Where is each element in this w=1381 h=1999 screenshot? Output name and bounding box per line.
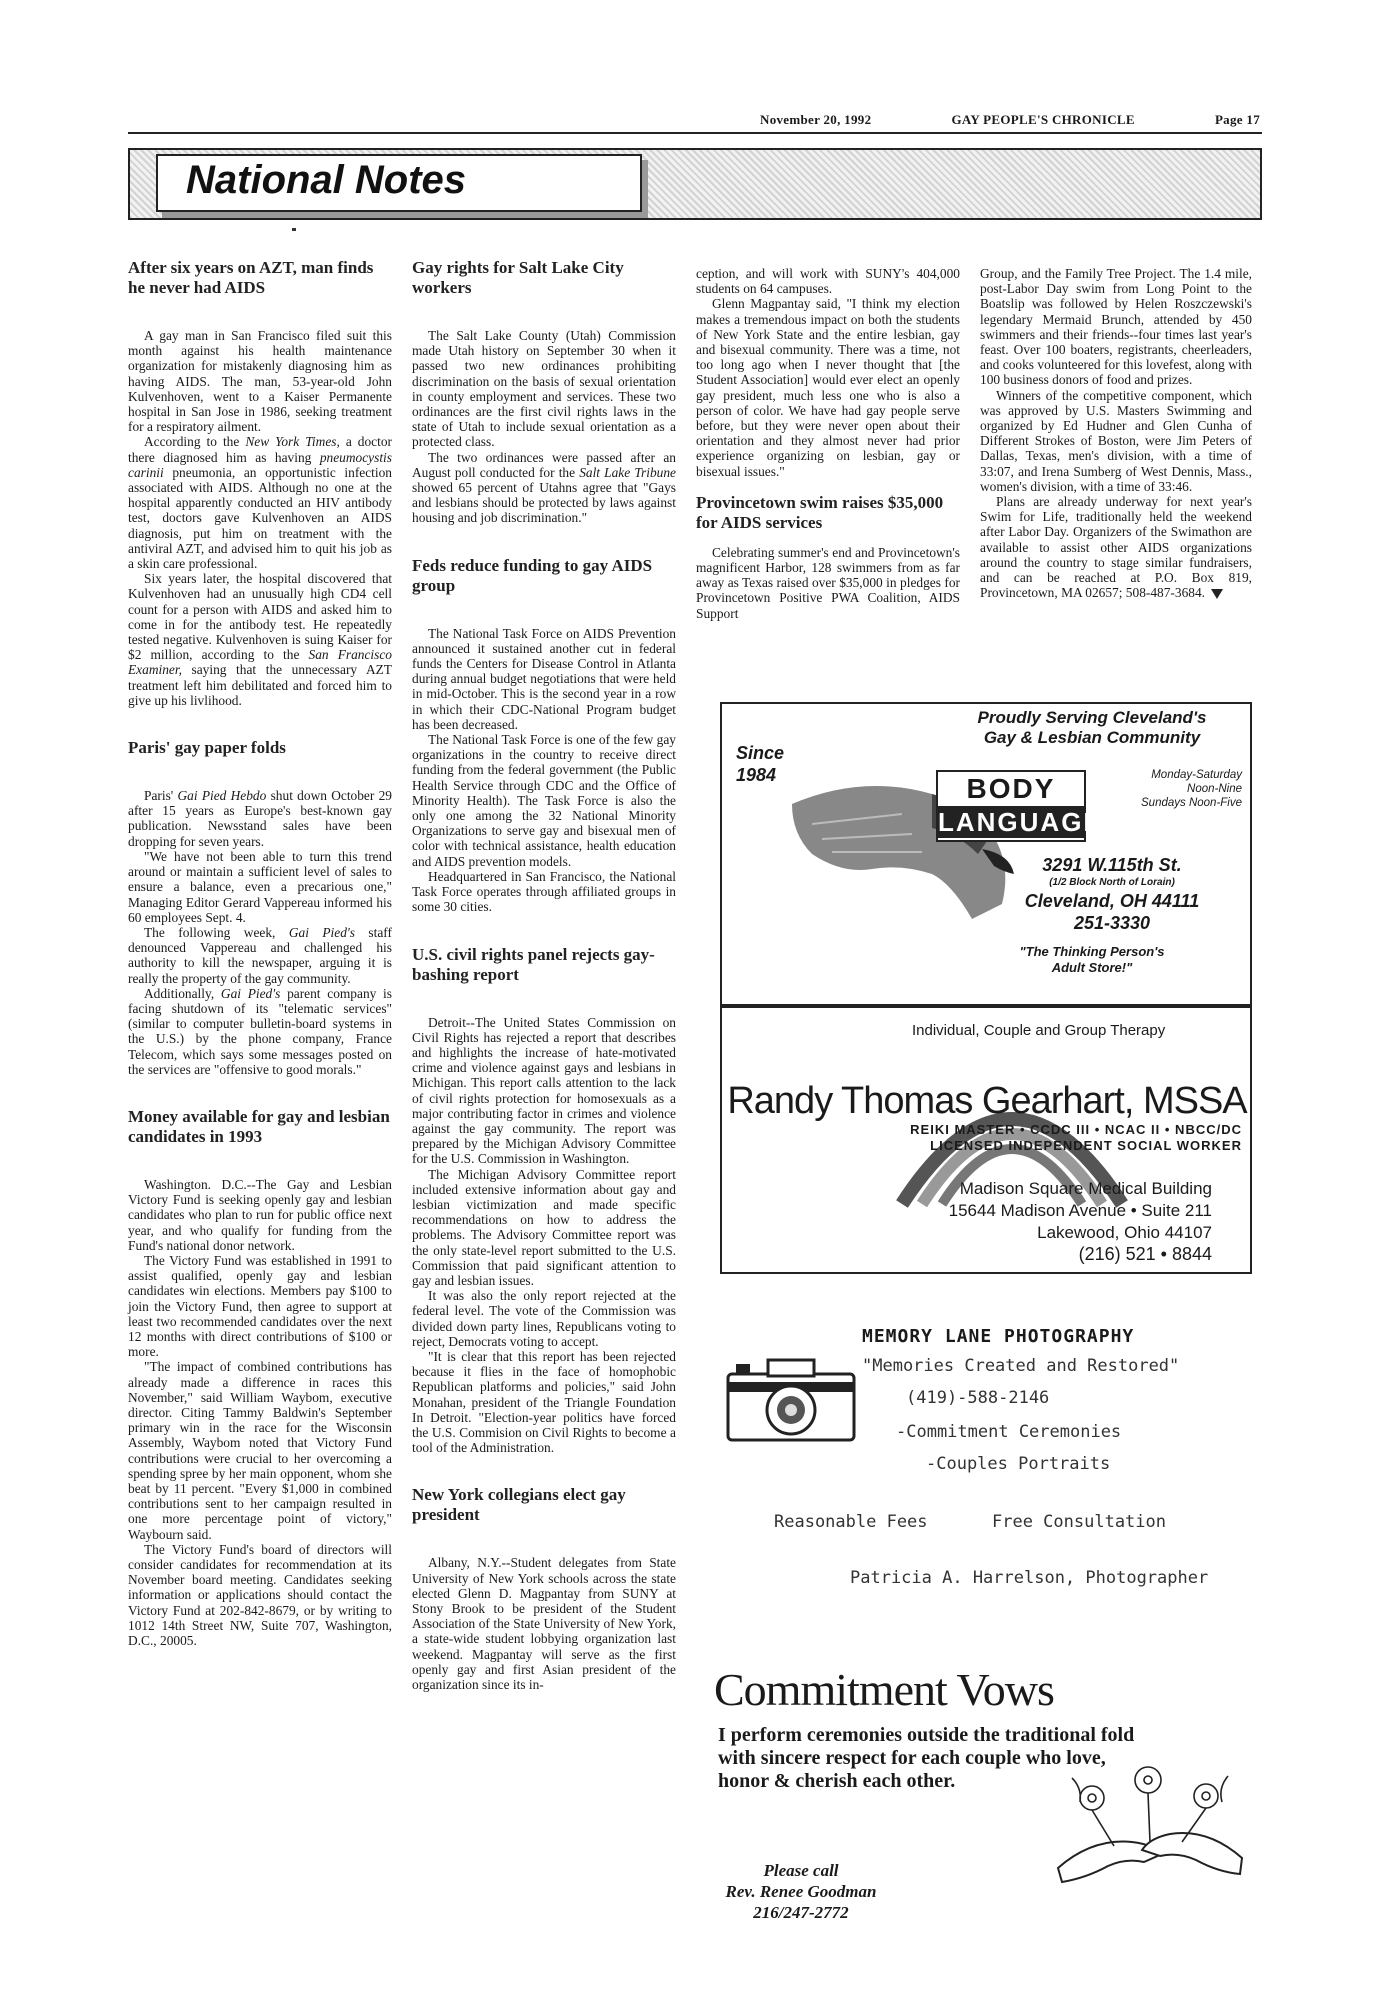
paragraph: The Victory Fund was established in 1991 to assist qualified, openly gay and lesbian candidates win elections. Members pay $100 to join the Victory Fund, then agree to support at least two recommended candidates over the next 12 months with direct contributions of $100 or more. bbox=[128, 1252, 392, 1360]
photo-signature: Patricia A. Harrelson, Photographer bbox=[850, 1568, 1209, 1588]
paragraph: The National Task Force is one of the few gay organizations in the country to receive direct funding from the federal government (the Public Health Service through CDC and the Office of Minority Health). The Task Force is also the only one among the 32 National Minority Organizations to serve gay and bisexual men of color with technical assistance, health education and AIDS prevention models. bbox=[412, 732, 676, 869]
headline-paris: Paris' gay paper folds bbox=[128, 738, 286, 758]
headline-civil-rights: U.S. civil rights panel rejects gay-bashing report bbox=[412, 944, 655, 984]
section-banner bbox=[128, 148, 1262, 220]
paragraph: It was also the only report rejected at the federal level. The vote of the Commission was divided down party lines, Republicans voting to reject, Democrats voting to accept. bbox=[412, 1288, 676, 1349]
ad-since: Since 1984 bbox=[736, 743, 785, 785]
paragraph: ception, and will work with SUNY's 404,000 students on 64 campuses. bbox=[696, 266, 960, 297]
paragraph: Glenn Magpantay said, "I think my election makes a tremendous impact on both the students of New York State and the entire lesbian, gay and bisexual community. There was a time, not too long ago when I never thought that [the Student Association] would ever elect an openly gay president, much less one who is also a person of color. We have had gay people serve before, but they were never open about their orientation and they almost never had prior experience organizing on lesbian, gay or bisexual issues." bbox=[696, 296, 960, 479]
paragraph: The Salt Lake County (Utah) Commission made Utah history on September 30 when it passed two new ordinances prohibiting discrimination on the basis of sexual orientation in county employment and services. These two ordinances are the first civil rights laws in the state of Utah to include sexual orientation as a protected class. bbox=[412, 328, 676, 450]
paragraph: The two ordinances were passed after an August poll conducted for the Salt Lake Tribune showed 65 percent of Utahns agree that "Gays and lesbians should be protected by laws against housing and job discrimination." bbox=[412, 449, 676, 526]
photo-consultation: Free Consultation bbox=[992, 1512, 1166, 1532]
therapy-services: Individual, Couple and Group Therapy bbox=[912, 1022, 1166, 1039]
body-language-logo: BODY LANGUAGE bbox=[936, 770, 1086, 842]
ad-body-language bbox=[720, 702, 1252, 1006]
ad-tagline: Proudly Serving Cleveland's Gay & Lesbian Community bbox=[977, 708, 1207, 747]
paragraph: Winners of the competitive component, which was approved by U.S. Masters Swimming and organized by Ed Hudner and Glen Cunha of Different Strokes of Boston, were Jim Peters of Dallas, Texas, men's division, with a time of 33:07, and Irena Sumberg of West Dennis, Mass., women's division, with a time of 33:46. bbox=[980, 387, 1252, 494]
paragraph: Washington. D.C.--The Gay and Lesbian Victory Fund is seeking openly gay and lesbian candidates who plan to run for public office next year, and who qualify for funding from the Fund's national donor network. bbox=[128, 1176, 392, 1253]
paragraph: According to the New York Times, a doctor there diagnosed him as having pneumocystis carinii pneumonia, an opportunistic infection associated with AIDS. Although no one at the hospital apparently conducted an HIV antibody test, doctors gave Kulvenhoven an AIDS diagnosis, put him on treatment with the antiviral AZT, and advised him to quit his job as a skin care professional. bbox=[128, 434, 392, 572]
paragraph: The Victory Fund's board of directors will consider candidates for recommendation at its November board meeting. Candidates seeking information or applications should contact the Victory Fund at 202-842-8679, or by writing to 1012 14th Street NW, Suite 707, Washington, D.C., 20005. bbox=[128, 1541, 392, 1649]
photo-line: "Memories Created and Restored" bbox=[862, 1356, 1180, 1376]
paragraph: Headquartered in San Francisco, the National Task Force operates through affiliated groups in some 30 cities. bbox=[412, 868, 676, 915]
banner-tick bbox=[292, 228, 296, 231]
paragraph: Additionally, Gai Pied's parent company is facing shutdown of its "telematic services" (similar to computer bulletin-board systems in the U.S.) by the phone company, France Telecom, which says some messages posted on the services are "offensive to good morals." bbox=[128, 985, 392, 1077]
headline-azt: After six years on AZT, man finds he never had AIDS bbox=[128, 258, 374, 297]
ad-slogan: "The Thinking Person's Adult Store!" bbox=[1019, 944, 1165, 975]
paragraph: Detroit--The United States Commission on Civil Rights has rejected a report that describes and highlights the increase of hate-motivated crime and violence against gays and lesbians in Michigan. This report calls attention to the lack of civil rights protection for homosexuals as a major contributing factor in crimes and violence against the gay community. The report was prepared by the Michigan Advisory Committee for the U.S. Commission in Washington. bbox=[412, 1014, 676, 1167]
therapist-credentials: REIKI MASTER • CCDC III • NCAC II • NBCC/DC LICENSED INDEPENDENT SOCIAL WORKER bbox=[910, 1122, 1242, 1153]
ad-address: 3291 W.115th St. (1/2 Block North of Lorain) Cleveland, OH 44111 251-3330 bbox=[1024, 855, 1200, 933]
section-title: National Notes bbox=[186, 158, 467, 202]
paragraph: "The impact of combined contributions has already made a difference in races this November," said William Waybom, executive director. Citing Tammy Baldwin's September primary win in the race for the Wisconsin Assembly, Waybom noted that Victory Fund contributions were crucial to her overcoming a spending spree by her main opponent, whom she beat by 11 percent. "Every $1,000 in combined contributions sent to her campaign resulted in one more percentage point of victory," Waybourn said. bbox=[128, 1359, 392, 1542]
paragraph: Paris' Gai Pied Hebdo shut down October 29 after 15 years as Europe's best-known gay publication. Newsstand sales have been dropping for seven years. bbox=[128, 788, 392, 849]
paragraph: The Michigan Advisory Committee report included extensive information about gay and lesbian victimization and made specific recommendations on how to address the problems. The Advisory Committee report was the only state-level report submitted to the U.S. Commission that paid significant attention to gay and lesbian issues. bbox=[412, 1166, 676, 1288]
section-title-box bbox=[156, 154, 642, 212]
column-3 bbox=[696, 266, 960, 621]
headline-victory-fund: Money available for gay and lesbian candidates in 1993 bbox=[128, 1106, 390, 1146]
issue-date: November 20, 1992 bbox=[760, 112, 872, 127]
ad-photography bbox=[706, 1322, 1262, 1662]
headline-provincetown: Provincetown swim raises $35,000 for AIDS services bbox=[696, 492, 944, 532]
paragraph: A gay man in San Francisco filed suit this month against his health maintenance organization for mistakenly diagnosing him as having AIDS. The man, 53-year-old John Kulvenhoven, went to a Kaiser Permanente hospital in San Jose in 1986, seeking treatment for a respiratory ailment. bbox=[128, 328, 392, 435]
end-mark-icon bbox=[1211, 589, 1223, 599]
photo-line: -Couples Portraits bbox=[926, 1454, 1111, 1474]
paragraph: "It is clear that this report has been rejected because it flies in the face of homophobic Republican platforms and policies," said John Monahan, president of the Triangle Foundation In Detroit. "Election-year politics have forced the U.S. Commision on Civil Rights to become a tool of the Administration. bbox=[412, 1348, 676, 1456]
column-1 bbox=[128, 258, 392, 1648]
headline-salt-lake: Gay rights for Salt Lake City workers bbox=[412, 258, 624, 297]
vows-title: Commitment Vows bbox=[714, 1664, 1054, 1715]
running-head bbox=[760, 112, 1260, 128]
photo-phone: (419)-588-2146 bbox=[906, 1388, 1050, 1408]
photo-line: -Commitment Ceremonies bbox=[896, 1422, 1122, 1442]
paragraph: Group, and the Family Tree Project. The 1.4 mile, post-Labor Day swim from Long Point to the Boatslip was followed by Helen Roszczewski's legendary Mermaid Brunch, attended by 450 swimmers and their friends--four times last year's feast. Over 100 boaters, registrants, cheerleaders, and cooks volunteered for this lovefest, along with 100 business donors of food and prizes. bbox=[980, 266, 1252, 388]
therapist-name: Randy Thomas Gearhart, MSSA bbox=[727, 1080, 1247, 1122]
page-number: Page 17 bbox=[1214, 112, 1260, 127]
photo-fees: Reasonable Fees bbox=[774, 1512, 928, 1532]
ad-hours: Monday-Saturday Noon-Nine Sundays Noon-Five bbox=[1141, 769, 1242, 809]
therapy-phone: (216) 521 • 8844 bbox=[1078, 1244, 1212, 1264]
publication-name: GAY PEOPLE'S CHRONICLE bbox=[951, 112, 1135, 127]
ad-commitment-vows bbox=[706, 1664, 1262, 1954]
paragraph: Six years later, the hospital discovered that Kulvenhoven had an unusually high CD4 cell count for a person with AIDS and asked him to come in for the antibody test. He repeatedly tested negative. Kulvenhoven is suing Kaiser for $2 million, according to the San Francisco Examiner, saying that the unnecessary AZT treatment left him debilitated and forced him to give up his livlihood. bbox=[128, 571, 392, 708]
vows-contact: Please call Rev. Renee Goodman 216/247-2772 bbox=[725, 1861, 877, 1922]
therapy-address: Madison Square Medical Building 15644 Madison Avenue • Suite 211 Lakewood, Ohio 44107 bbox=[948, 1179, 1212, 1242]
ad-therapy bbox=[720, 1006, 1252, 1274]
vows-body: I perform ceremonies outside the traditional fold with sincere respect for each couple who love, honor & cherish each other. bbox=[718, 1724, 1135, 1792]
column-2 bbox=[412, 258, 676, 1692]
paragraph: "We have not been able to turn this trend around or maintain a sufficient level of sales to ensure a balance, even a precarious one," Managing Editor Gerard Vappereau informed his 60 employees Sept. 4. bbox=[128, 848, 392, 925]
paragraph: Albany, N.Y.--Student delegates from State University of New York schools across the state elected Glenn D. Magpantay from SUNY at Stony Brook to be president of the Student Association of the State University of New York, a state-wide student lobbying organization last weekend. Magpantay will serve as the first openly gay and first Asian president of the organization since its in- bbox=[412, 1555, 676, 1693]
paragraph: Celebrating summer's end and Provincetown's magnificent Harbor, 128 swimmers from as far away as Texas raised over $35,000 in pledges for Provincetown Positive PWA Coalition, AIDS Support bbox=[696, 544, 960, 621]
paragraph: The National Task Force on AIDS Prevention announced it sustained another cut in federal funds the Centers for Disease Control in Atlanta during annual budget negotiations that were held in mid-October. This is the second year in a row in which their CDC-National Program budget has been decreased. bbox=[412, 625, 676, 732]
headline-feds-funding: Feds reduce funding to gay AIDS group bbox=[412, 555, 653, 595]
header-rule bbox=[128, 132, 1262, 134]
column-4 bbox=[980, 266, 1252, 600]
photo-title: MEMORY LANE PHOTOGRAPHY bbox=[862, 1326, 1135, 1347]
paragraph: The following week, Gai Pied's staff denounced Vappereau and challenged his authority to kill the newspaper, arguing it is really the property of the gay community. bbox=[128, 924, 392, 986]
camera-icon bbox=[724, 1352, 858, 1444]
paragraph: Plans are already underway for next year's Swim for Life, traditionally held the weekend after Labor Day. Organizers of the Swimathon are available to assist other AIDS organizations around the country to stage similar fundraisers, and can be reached at P.O. Box 819, Provincetown, MA 02657; 508-487-3684. bbox=[980, 494, 1252, 601]
headline-ny-collegians: New York collegians elect gay president bbox=[412, 1485, 626, 1525]
hands-and-flowers-icon bbox=[1052, 1758, 1248, 1894]
